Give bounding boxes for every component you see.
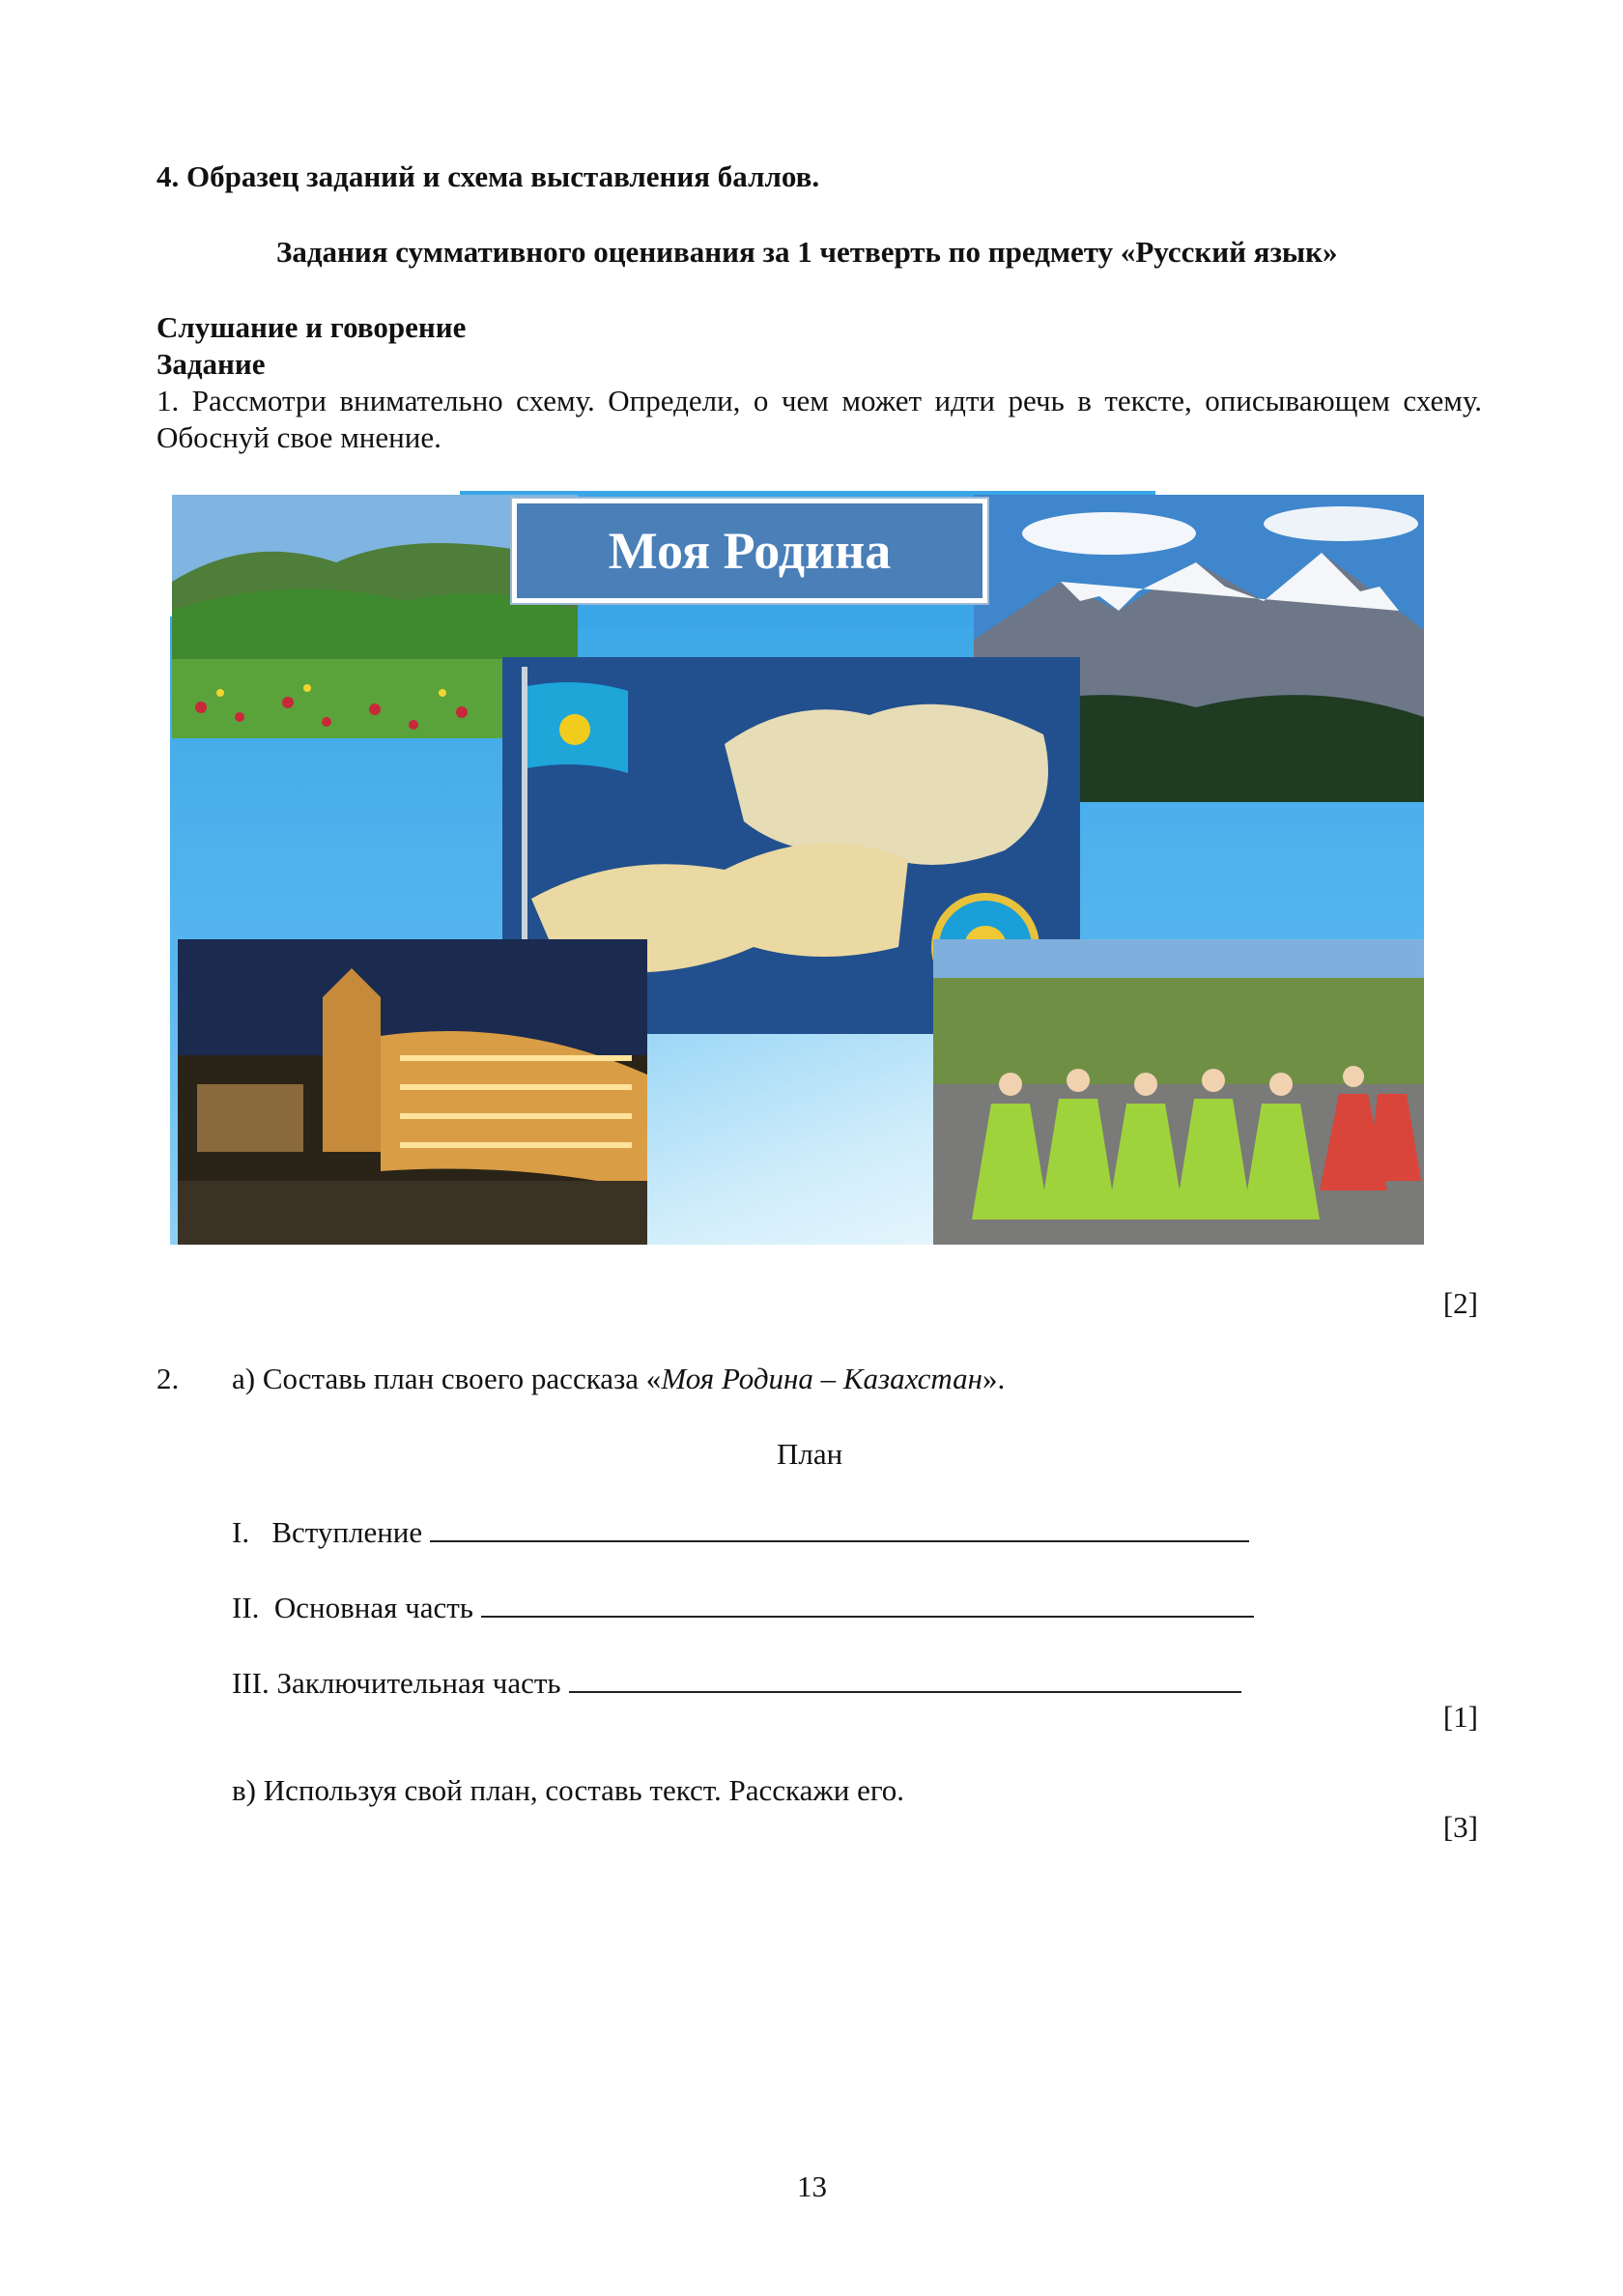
task2a-text: а) Составь план своего рассказа «Моя Родина – Казахстан». [232, 1362, 1006, 1395]
task-label: Задание [157, 347, 266, 381]
task2b-text: в) Используя свой план, составь текст. Расскажи его. [232, 1773, 905, 1807]
story-title: Моя Родина – Казахстан [661, 1362, 982, 1395]
subsection-title: Слушание и говорение [157, 310, 467, 344]
document-title: Задания суммативного оценивания за 1 четверть по предмету «Русский язык» [276, 235, 1338, 269]
task2b-score: [3] [1442, 1810, 1478, 1844]
answer-line[interactable] [569, 1662, 1241, 1693]
answer-line[interactable] [481, 1587, 1254, 1618]
task2a-score: [1] [1442, 1700, 1478, 1734]
task1-score: [2] [1442, 1286, 1478, 1320]
plan-item-2: II. Основная часть [232, 1587, 1254, 1626]
task1-text: 1. Рассмотри внимательно схему. Определи, о чем может идти речь в тексте, описывающем схему. Обоснуй свое мнение. [157, 384, 1482, 454]
plan-item-3: III. Заключительная часть [232, 1662, 1241, 1702]
night-building-photo [178, 939, 647, 1245]
plan-heading: План [777, 1437, 843, 1471]
collage-title: Моя Родина [512, 499, 987, 603]
section-heading: 4. Образец заданий и схема выставления баллов. [157, 159, 820, 193]
plan-item-1: I. Вступление [232, 1511, 1249, 1551]
page-number: 13 [797, 2169, 827, 2203]
homeland-collage [170, 491, 1424, 1245]
answer-line[interactable] [430, 1511, 1249, 1542]
dancers-photo [933, 939, 1424, 1245]
task2-number: 2. [157, 1362, 180, 1395]
